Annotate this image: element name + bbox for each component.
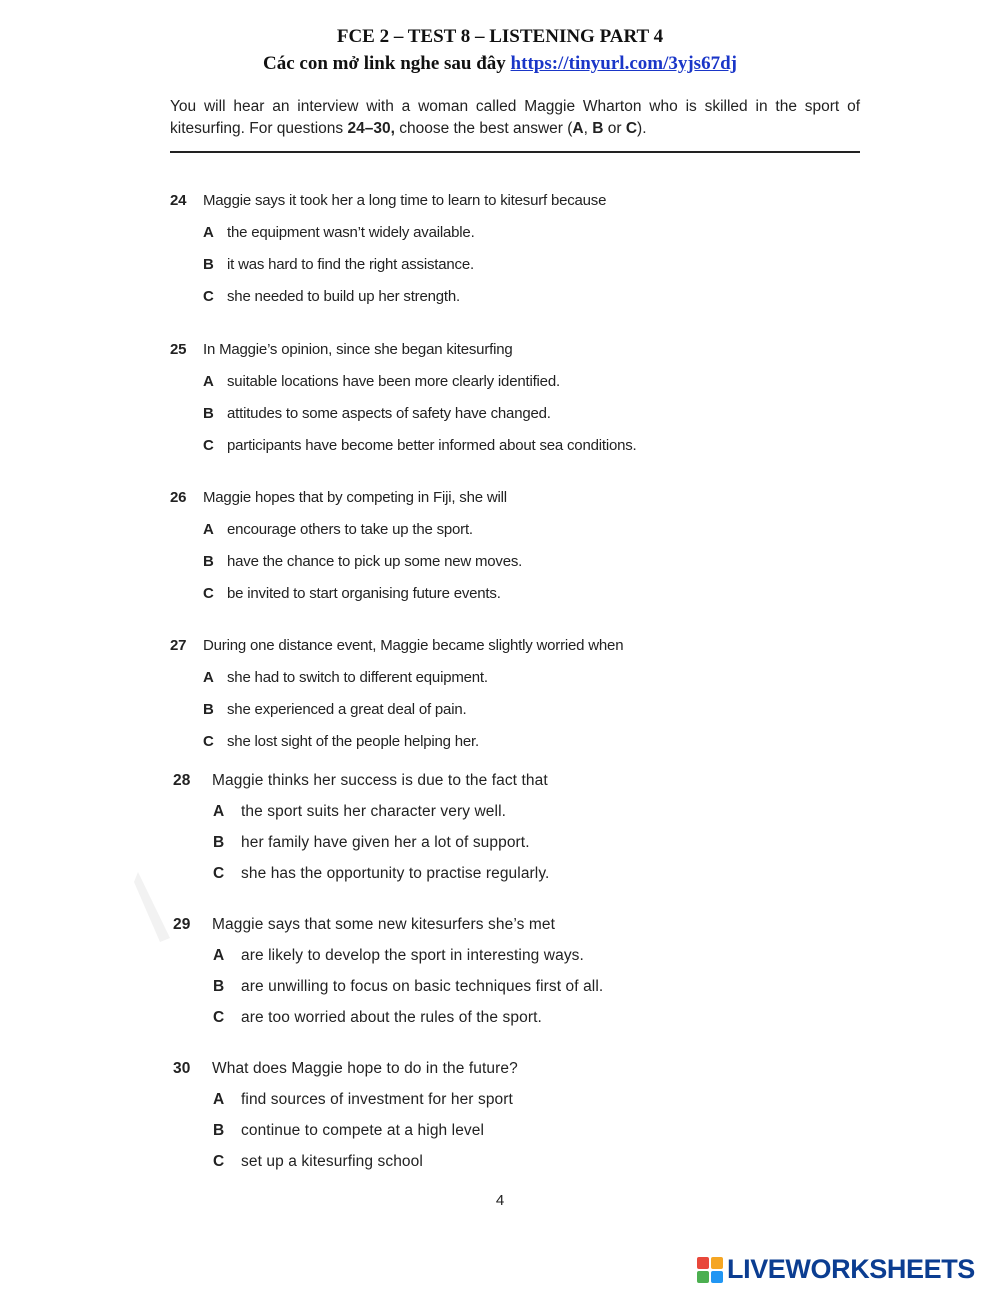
intro-letter-b: B bbox=[592, 120, 604, 137]
question-number: 30 bbox=[173, 1060, 191, 1077]
option-letter: B bbox=[213, 978, 225, 995]
question-stem: Maggie hopes that by competing in Fiji, she will bbox=[203, 489, 507, 506]
intro-letter-a: A bbox=[572, 120, 584, 137]
intro-sep-1: , bbox=[583, 120, 593, 137]
intro-text-1: You will hear an interview with a woman called Maggie Wharton who is skilled in the sport of kitesurfing. For questions bbox=[170, 98, 860, 137]
question-number: 26 bbox=[170, 489, 187, 506]
question-number: 24 bbox=[170, 192, 187, 209]
question-stem: During one distance event, Maggie became slightly worried when bbox=[203, 637, 624, 654]
question-stem: Maggie thinks her success is due to the fact that bbox=[212, 772, 548, 789]
option-text: have the chance to pick up some new moves. bbox=[227, 553, 523, 570]
option-letter: A bbox=[203, 521, 214, 538]
option-letter: C bbox=[203, 437, 214, 454]
option-text: set up a kitesurfing school bbox=[241, 1153, 423, 1170]
option-letter: B bbox=[203, 553, 214, 570]
audio-link[interactable]: https://tinyurl.com/3yjs67dj bbox=[510, 53, 737, 74]
option-letter: C bbox=[213, 1153, 225, 1170]
option-letter: A bbox=[203, 669, 214, 686]
option-letter: C bbox=[203, 288, 214, 305]
option-letter: B bbox=[213, 834, 225, 851]
option-letter: A bbox=[213, 1091, 225, 1108]
option-letter: A bbox=[213, 803, 225, 820]
watermark-mark bbox=[130, 868, 178, 944]
option-text: she needed to build up her strength. bbox=[227, 288, 460, 305]
option-letter: C bbox=[203, 733, 214, 750]
intro-sep-2: or bbox=[603, 120, 626, 137]
question-stem: Maggie says that some new kitesurfers she’s met bbox=[212, 916, 555, 933]
intro-end: ). bbox=[637, 120, 647, 137]
option-text: be invited to start organising future events. bbox=[227, 585, 501, 602]
option-letter: B bbox=[203, 405, 214, 422]
page-title: FCE 2 – TEST 8 – LISTENING PART 4 bbox=[336, 26, 664, 47]
option-text: the equipment wasn’t widely available. bbox=[227, 224, 475, 241]
question-number: 25 bbox=[170, 341, 187, 358]
option-text: the sport suits her character very well. bbox=[241, 803, 507, 820]
liveworksheets-icon bbox=[697, 1257, 723, 1283]
option-letter: B bbox=[203, 256, 214, 273]
option-text: continue to compete at a high level bbox=[241, 1122, 485, 1139]
option-text: it was hard to find the right assistance. bbox=[227, 256, 474, 273]
option-text: her family have given her a lot of support. bbox=[241, 834, 530, 851]
question-stem: In Maggie’s opinion, since she began kitesurfing bbox=[203, 341, 513, 358]
intro-letter-c: C bbox=[625, 120, 638, 137]
option-text: encourage others to take up the sport. bbox=[227, 521, 473, 538]
option-letter: A bbox=[203, 373, 214, 390]
option-text: she experienced a great deal of pain. bbox=[227, 701, 467, 718]
option-text: are unwilling to focus on basic techniques first of all. bbox=[241, 978, 604, 995]
option-letter: C bbox=[203, 585, 214, 602]
option-text: attitudes to some aspects of safety have changed. bbox=[227, 405, 551, 422]
option-text: she has the opportunity to practise regularly. bbox=[241, 865, 550, 882]
option-text: find sources of investment for her sport bbox=[241, 1091, 513, 1108]
option-text: she lost sight of the people helping her. bbox=[227, 733, 479, 750]
option-letter: A bbox=[203, 224, 214, 241]
intro-text-2: choose the best answer ( bbox=[394, 120, 573, 137]
question-stem: What does Maggie hope to do in the future? bbox=[212, 1060, 518, 1077]
subtitle-text: Các con mở link nghe sau đây bbox=[263, 53, 506, 74]
option-letter: B bbox=[203, 701, 214, 718]
question-stem: Maggie says it took her a long time to learn to kitesurf because bbox=[203, 192, 607, 209]
option-letter: B bbox=[213, 1122, 225, 1139]
question-number: 27 bbox=[170, 637, 187, 654]
option-text: suitable locations have been more clearly identified. bbox=[227, 373, 560, 390]
option-letter: A bbox=[213, 947, 225, 964]
option-letter: C bbox=[213, 1009, 225, 1026]
page-number: 4 bbox=[495, 1192, 505, 1209]
instructions bbox=[170, 96, 860, 140]
page-subtitle bbox=[0, 53, 1000, 75]
question-number: 28 bbox=[173, 772, 191, 789]
question-number: 29 bbox=[173, 916, 191, 933]
option-text: she had to switch to different equipment. bbox=[227, 669, 488, 686]
intro-range: 24–30, bbox=[347, 120, 395, 137]
divider bbox=[170, 151, 860, 153]
option-text: participants have become better informed about sea conditions. bbox=[227, 437, 637, 454]
option-text: are too worried about the rules of the sport. bbox=[241, 1009, 542, 1026]
option-text: are likely to develop the sport in interesting ways. bbox=[241, 947, 584, 964]
option-letter: C bbox=[213, 865, 225, 882]
brand-name: LIVEWORKSHEETS bbox=[727, 1254, 975, 1284]
